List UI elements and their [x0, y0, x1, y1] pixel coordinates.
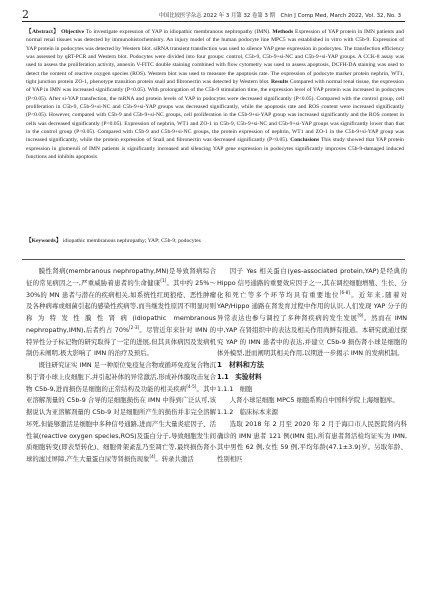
- keywords-rule: [22, 259, 405, 260]
- conclusions-text: This study showed that YAP protein expression in glomeruli of IMN patients is significantly increased and silencing YAP gene expression in podocytes significantly improves C5b-9-damaged induced functions and inhibits apoptosis: [26, 137, 404, 161]
- intro-text-3a: 因子 Yes 相关蛋白(yes-associated protein,YAP)是经典的 Hippo 信号通路的重要效应因子之一,其在调控细胞增殖、生长、分化和死亡等多个环节均具有重要地位: [217, 267, 407, 299]
- intro-paragraph-2: [26, 360, 216, 466]
- intro-text-2a: 既往研究证实 IMN 足一种原位免疫复合物或循环免疫复合物沉积于肾小球上皮细胞下,并引起补体的异常激活,形成补体膜攻击复合物 C5b-9,进而损伤足细胞的正常结构及功能的相关疾病: [26, 361, 216, 393]
- keywords: [26, 237, 404, 245]
- objective-text: To investigate expression of YAP in idiopathic membranous nephropathy (IMN).: [85, 29, 271, 35]
- intro-text-1c: 。尽管近年来针对 IMN 的特异性分子标记物的研究取得了一定的进展,但其具体病因及发病机制仍未阐明,极大影响了 IMN 的治疗及预后。: [26, 325, 216, 358]
- cells-paragraph: 人肾小球足细胞 MPC5 细胞系购自中国科学院上海细胞库。: [229, 396, 399, 405]
- results-label: Results: [270, 79, 289, 86]
- abstract: [26, 28, 404, 162]
- running-header: 中国比较医学杂志 2022 年 3 月第 32 卷第 3 期 Chin J Comp Med, March 2022, Vol. 32, No. 3: [158, 13, 401, 19]
- header-rule: [22, 21, 405, 22]
- subsubsection-heading-clinical-samples: 1.1.2 临床标本来源: [217, 408, 278, 416]
- citation: [9]: [357, 312, 364, 318]
- subsubsection-heading-cells: 1.1.1 细胞: [217, 384, 253, 393]
- keywords-text: idiopathic membranous nephropathy; YAP; C5b-9; podocytes: [62, 238, 201, 244]
- methods-label: Methods: [272, 29, 294, 35]
- citation: [2-3]: [129, 324, 140, 330]
- citation: [4-5]: [186, 383, 197, 389]
- citation: [6-8]: [339, 289, 350, 295]
- intro-text-2b: 。其中亚溶解剂量的 C5b-9 合导的足细胞损伤在 IMN 中得到广泛认可,该据说认为亚溶解剂量的 C5b-9 对足细胞所产生的损伤并非完全溶解坏死,但能够激活足细胞中多种信号通路,进而产生大量炎症因子、活性氧(reactive oxygen species,ROS)及蛋白分子,导致细胞发生间质细胞转变(即表型转化)、细胞骨架紊乱乃至凋亡等,最终损伤肾小球的滤过屏障,产生大量蛋白尿等肾损伤现象: [26, 384, 216, 463]
- intro-text-3b: 。近年来,随着对 YAP/Hippo 通路在肾发育过程中作用的认识,人们发现 YAP 分子的异常表达也参与调控了多种肾疾病的发生发展: [217, 290, 408, 322]
- abstract-label: 【Abstract】: [26, 29, 60, 35]
- intro-paragraph-3: [217, 266, 407, 360]
- subsection-heading-materials: 1.1 实验材料: [217, 372, 262, 381]
- section-heading-materials-methods: 1 材料和方法: [217, 361, 264, 369]
- intro-text-3c: 。然而在 IMN 中,YAP 在肾组织中的表达及相关作用尚鲜有报道。本研究就通过探究 YAP 的 IMN 患者中的表达,并建立 C5b-9 损伤肾小球足细胞的体外模型,进而阐明其相关作用,以期进一步揭示 IMN 的发病机制。: [217, 314, 407, 358]
- left-column: [26, 266, 216, 466]
- intro-paragraph-1: [26, 266, 216, 360]
- intro-text-1b: 。其中约 25%～30%的 MN 患者与潜在的疾病相关,如系统性红斑狼疮、恶性肿瘤及各种病毒或细菌引起的感染性疾病等,而当继发性原因不明显时则称为特发性膜性肾病(idiopathic membranous nephropathy,IMN),后者约占 70%: [26, 278, 216, 334]
- citation: [4]: [149, 453, 156, 459]
- keywords-label: 【Keywords】: [26, 238, 62, 244]
- right-column: [217, 266, 407, 466]
- page-number: 2: [22, 8, 29, 21]
- citation: [1]: [160, 277, 167, 283]
- intro-text-2c: 。转录共激活: [155, 455, 194, 463]
- methods-text: Expression of YAP protein in IMN patients and normal renal tissues was detected by immunohistochemistry. An injury model of the human podocyte line MPC5 was established in vitro with C5b-9. Expression of YAP protein in podocytes was detected by Western blot. siRNA transient transfection was used to silence YAP gene expression in podocytes. The transfection efficiency was assessed by qRT-PCR and Western blot. Podocytes were divided into four groups: control, C5b-9, C5b-9+si-NC and C5b-9+si-YAP groups. A CCK-8 assay was used to assess the proliferation activity, annexin V-FITC double staining combined with flow cytometry was used to assess apoptosis, DCFH-DA staining was used to detect the content of reactive oxygen species (ROS). Western blot was used to measure the apoptosis rate. The expression of podocyte marker protein nephrin, WT1, tight junction protein ZO-1, phenotype transition protein snail and fibronectin was detected by Western blot.: [26, 29, 404, 86]
- intro-text-1a: 膜性肾病(membranous nephropathy,MN)是导致肾病综合征的常见病因之一,严重威胁着患者的生命健康: [26, 267, 216, 287]
- conclusions-label: Conclusions: [290, 137, 320, 144]
- results-text: Compared with normal renal tissue, the expression of YAP in IMN was increased significantly (P<0.05). With prolongation of the C5b-9 stimulation time, the expression level of YAP protein was increased in podocytes (P<0.05). After si-YAP transfection, the mRNA and protein levels of YAP in podocytes were decreased significantly (P<0.05). Compared with the control group, cell proliferation in C5b-9, C5b-9+si-NC and C5b-9+si-YAP groups was decreased significantly, while the apoptosis rate and ROS content were increased significantly (P<0.05). However, compared with C5b-9 and C5b-9+si-NC groups, cell proliferation in the C5b-9+si-YAP group was increased significantly and the ROS content in cells was decreased significantly (P<0.05). Expression of nephrin, WT1 and ZO-1 in C5b-9, C5b-9+si-NC and C5b-9+si-YAP groups was significantly lower than that in the control group (P<0.05). Compared with C5b-9 and C5b-9+si-NC groups, the protein expression of nephrin, WT1 and ZO-1 in the C5b-9+si-YAP group was increased significantly, while the protein expression of Snail and fibronectin was decreased significantly (P<0.05).: [26, 79, 404, 144]
- objective-label: Objective: [61, 29, 85, 35]
- clinical-samples-paragraph: 选取 2018 年 2 月至 2020 年 2 月于海口市人民医院肾内科确诊的 IMN 患者 121 例(IMN 组),所有患者肾活检均证实为 IMN,其中男性 62 例,女性 59 例,平均年龄(47.1±3.9)岁。另取年龄、性别相匹: [217, 419, 407, 463]
